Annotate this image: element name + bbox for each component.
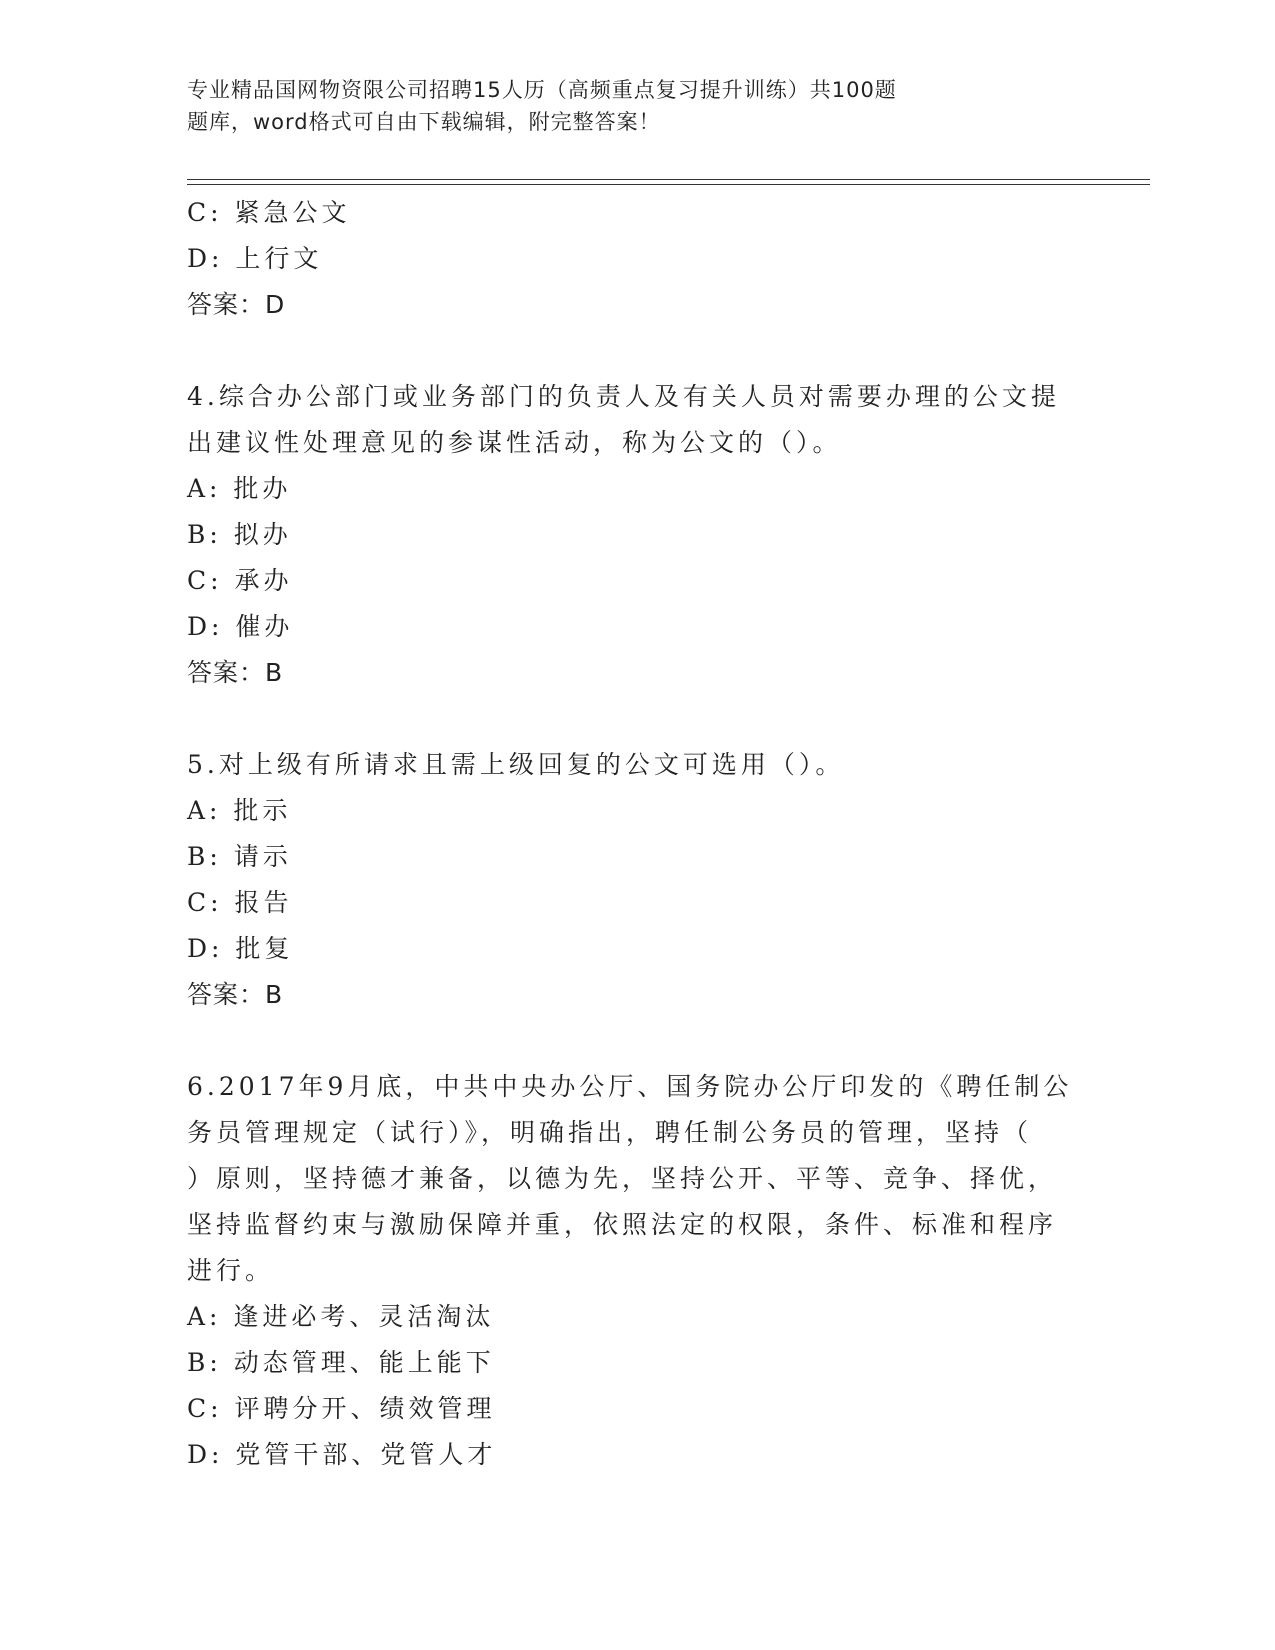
option-b: B: 请示 [187, 842, 292, 871]
question-text-line: 务员管理规定（试行）》，明确指出，聘任制公务员的管理，坚持（ [187, 1118, 1033, 1147]
question-6 [187, 1064, 1087, 1478]
option-c: C: 报告 [187, 888, 293, 917]
option-b: B: 动态管理、能上能下 [187, 1348, 495, 1377]
option-a: A: 逢进必考、灵活淘汰 [187, 1302, 495, 1331]
option-b: B: 拟办 [187, 520, 292, 549]
document-header [187, 74, 1007, 138]
option-d: D: 批复 [187, 934, 294, 963]
option-c: C: 评聘分开、绩效管理 [187, 1394, 496, 1423]
answer-line: 答案：D [187, 290, 286, 319]
answer-line: 答案：B [187, 658, 284, 687]
option-a: A: 批办 [187, 474, 292, 503]
question-5 [187, 742, 1087, 1018]
option-a: A: 批示 [187, 796, 292, 825]
question-4 [187, 374, 1087, 696]
option-c: C: 紧急公文 [187, 198, 351, 227]
question-content [187, 190, 1087, 1478]
header-line-1: 专业精品国网物资限公司招聘15人历（高频重点复习提升训练）共100题 [187, 78, 897, 102]
header-divider-top [187, 179, 1150, 180]
question-spacer [187, 328, 1087, 374]
question-text-line: 5.对上级有所请求且需上级回复的公文可选用（）。 [187, 750, 845, 779]
question-text-line: 6.2017年9月底，中共中央办公厅、国务院办公厅印发的《聘任制公 [187, 1072, 1073, 1101]
question-text-line: ）原则，坚持德才兼备，以德为先，坚持公开、平等、竞争、择优， [187, 1164, 1058, 1193]
question-spacer [187, 1018, 1087, 1064]
option-c: C: 承办 [187, 566, 293, 595]
question-text-line: 进行。 [187, 1256, 275, 1285]
question-3-fragment [187, 190, 1087, 328]
header-line-2: 题库，word格式可自由下载编辑，附完整答案！ [187, 110, 661, 134]
question-spacer [187, 696, 1087, 742]
header-divider-bottom [187, 184, 1150, 185]
option-d: D: 党管干部、党管人才 [187, 1440, 497, 1469]
question-text-line: 坚持监督约束与激励保障并重，依照法定的权限，条件、标准和程序 [187, 1210, 1058, 1239]
question-text-line: 4.综合办公部门或业务部门的负责人及有关人员对需要办理的公文提 [187, 382, 1060, 411]
answer-line: 答案：B [187, 980, 284, 1009]
question-text-line: 出建议性处理意见的参谋性活动，称为公文的（）。 [187, 428, 842, 457]
option-d: D: 上行文 [187, 244, 323, 273]
option-d: D: 催办 [187, 612, 294, 641]
